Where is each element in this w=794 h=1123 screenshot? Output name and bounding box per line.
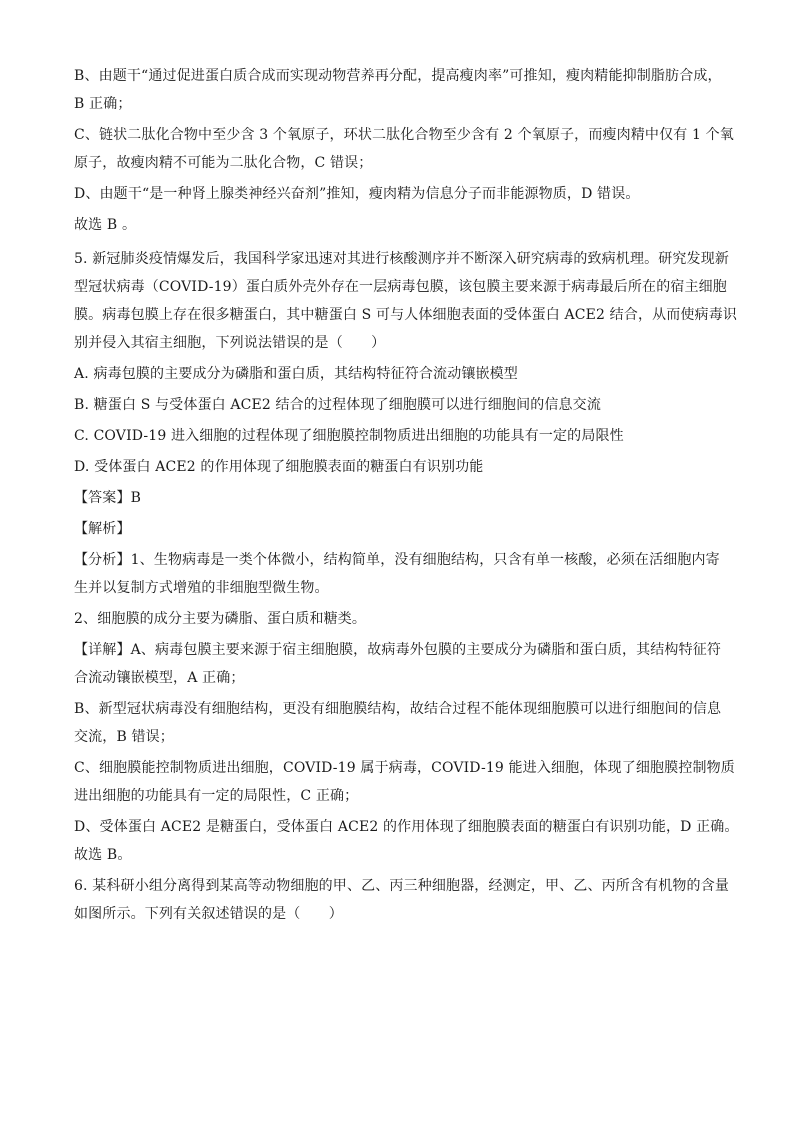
- q5-xiangjie-b-line-2: 交流，B 错误；: [74, 729, 174, 745]
- prev-option-c-line-1: C、链状二肽化合物中至少含 3 个氧原子，环状二肽化合物至少含有 2 个氧原子，而瘦肉精中仅有 1 个氧: [74, 127, 734, 143]
- q5-xiangjie-a-line-2: 合流动镶嵌模型，A 正确；: [74, 670, 245, 686]
- q6-stem-line-1: 6. 某科研小组分离得到某高等动物细胞的甲、乙、丙三种细胞器，经测定，甲、乙、丙所含有机物的含量: [74, 878, 730, 894]
- q5-xiangjie-d-line-1: D、受体蛋白 ACE2 是糖蛋白，受体蛋白 ACE2 的作用体现了细胞膜表面的糖蛋白有识别功能，D 正确。: [74, 819, 739, 835]
- prev-option-d-line-1: D、由题干“是一种肾上腺类神经兴奋剂”推知，瘦肉精为信息分子而非能源物质，D 错误。: [74, 186, 640, 202]
- q5-stem-line-3: 膜。病毒包膜上存在很多糖蛋白，其中糖蛋白 S 可与人体细胞表面的受体蛋白 ACE2 结合，从而使病毒识: [74, 307, 737, 323]
- q5-answer: [74, 484, 724, 512]
- q5-xiangjie-c-line-1: C、细胞膜能控制物质进出细胞，COVID-19 属于病毒，COVID-19 能进入细胞，体现了细胞膜控制物质: [74, 760, 735, 776]
- prev-conclusion: 故选 B 。: [74, 217, 137, 233]
- prev-option-b-line-2: B 正确；: [74, 96, 132, 112]
- document-page: [74, 62, 739, 928]
- q5-analysis-tag: 【解析】: [74, 521, 131, 537]
- q6-stem-line-2: 如图所示。下列有关叙述错误的是（ ）: [74, 906, 343, 922]
- q5-stem-line-2: 型冠状病毒（COVID-19）蛋白质外壳外存在一层病毒包膜，该包膜主要来源于病毒最后所在的宿主细胞: [74, 279, 727, 295]
- q5-xiangjie-c-line-2: 进出细胞的功能具有一定的局限性，C 正确；: [74, 788, 359, 804]
- q5-fenxi-line-1: [74, 546, 724, 574]
- q5-option-b: B. 糖蛋白 S 与受体蛋白 ACE2 结合的过程体现了细胞膜可以进行细胞间的信息交流: [74, 397, 601, 413]
- fenxi-tag: 【分析】: [74, 552, 131, 568]
- fenxi-text-1: 1、生物病毒是一类个体微小，结构简单，没有细胞结构，只含有单一核酸，必须在活细胞内寄: [130, 552, 720, 568]
- q5-xiangjie-b-line-1: B、新型冠状病毒没有细胞结构，更没有细胞膜结构，故结合过程不能体现细胞膜可以进行细胞间的信息: [74, 701, 722, 717]
- q5-stem-line-1: 5. 新冠肺炎疫情爆发后，我国科学家迅速对其进行核酸测序并不断深入研究病毒的致病机理。研究发现新: [74, 251, 730, 267]
- xiangjie-tag: 【详解】: [74, 642, 131, 658]
- xiangjie-a-text-1: A、病毒包膜主要来源于宿主细胞膜，故病毒外包膜的主要成分为磷脂和蛋白质，其结构特征符: [130, 642, 722, 658]
- q5-option-c: C. COVID-19 进入细胞的过程体现了细胞膜控制物质进出细胞的功能具有一定的局限性: [74, 428, 624, 444]
- prev-option-b-line-1: B、由题干“通过促进蛋白质合成而实现动物营养再分配，提高瘦肉率”可推知，瘦肉精能抑制脂肪合成，: [74, 68, 722, 84]
- q5-stem-line-4: 别并侵入其宿主细胞，下列说法错误的是（ ）: [74, 335, 386, 351]
- q5-conclusion: 故选 B。: [74, 847, 132, 863]
- q5-xiangjie-a-line-1: [74, 636, 724, 664]
- q5-option-a: A. 病毒包膜的主要成分为磷脂和蛋白质，其结构特征符合流动镶嵌模型: [74, 366, 518, 382]
- answer-value: B: [130, 490, 142, 506]
- q5-fenxi-line-2: 生并以复制方式增殖的非细胞型微生物。: [74, 580, 329, 596]
- prev-option-c-line-2: 原子，故瘦肉精不可能为二肽化合物，C 错误；: [74, 155, 373, 171]
- q5-fenxi-line-3: 2、细胞膜的成分主要为磷脂、蛋白质和糖类。: [74, 611, 367, 627]
- q5-option-d: D. 受体蛋白 ACE2 的作用体现了细胞膜表面的糖蛋白有识别功能: [74, 459, 484, 475]
- answer-tag: 【答案】: [74, 490, 131, 506]
